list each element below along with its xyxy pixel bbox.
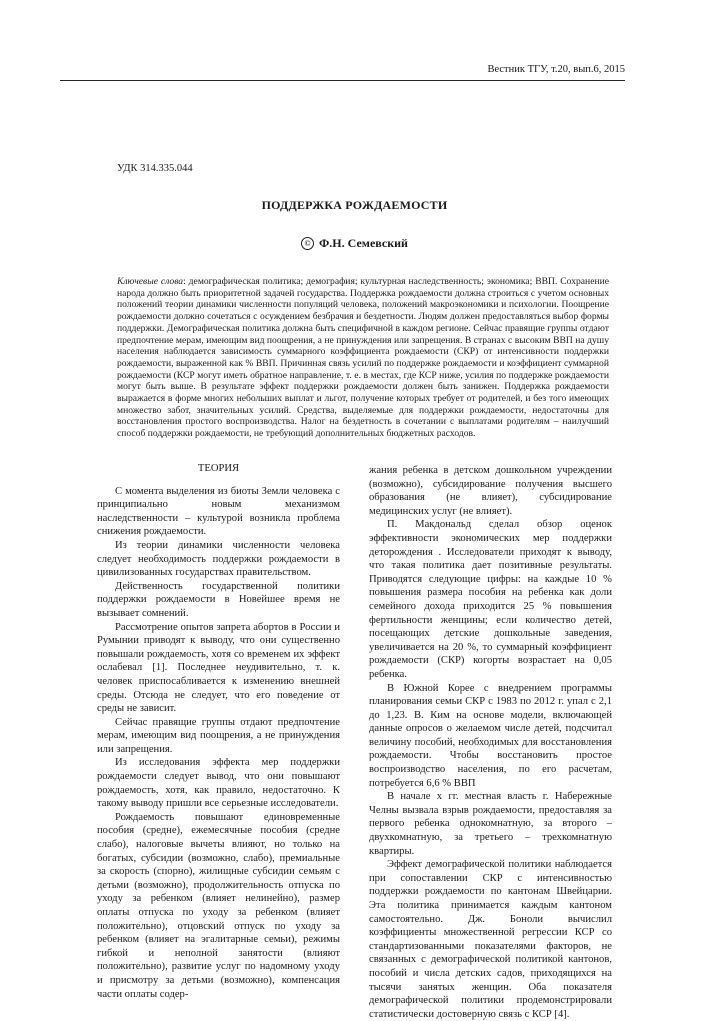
paragraph: Из теории динамики численности человека следует необходимость поддержки рождаемости в цивилизованных государствах правительством. (97, 539, 340, 579)
keywords-list: : демографическая политика; демография; культурная наследственность; экономика; ВВП. (183, 276, 558, 287)
keywords-label: Ключевые слова (117, 276, 184, 287)
paragraph: Эффект демографической политики наблюдается при сопоставлении СКР с интенсивностью поддержки рождаемости по кантонам Швейцарии. Эта политика принимается каждым кантоном самостоятельно. Дж. Боноли вычислил коэффициенты множественной регрессии КСР со стандартизованными показателями факторов, не связанных с демографической политикой кантонов, пособий и числа детских садов, приходящихся на тысячи занятых женщин. Оба показателя демографической политики продемонстрировали статистически достоверную связь с КСР [4]. (369, 859, 612, 1020)
udc-code: УДК 314.335.044 (117, 163, 193, 174)
left-column (97, 462, 340, 1001)
article-title: ПОДДЕРЖКА РОЖДАЕМОСТИ (261, 198, 448, 212)
paragraph: С момента выделения из биоты Земли человека с принципиально новым механизмом наследственности – культурой возникла проблема снижения рождаемости. (97, 485, 340, 538)
paragraph: Из исследования эффекта мер поддержки рождаемости следует вывод, что они повышают рождаемость, хотя, как правило, недостаточно. К такому выводу пришли все серьезные исследователи. (97, 757, 340, 810)
abstract-text: Сохранение народа должно быть приоритетной задачей государства. Поддержка рождаемости должна строиться с учетом основных положений теории динамики численности популяций человека, положений макроэкономики и психологии. Поощрение рождаемости должно сочетаться с осуждением безбрачия и бездетности. Людям должен предоставляться выбор формы поддержки. Демографическая политика должна быть специфичной в каждом регионе. Сейчас правящие группы отдают предпочтение мерам, имеющим вид поощрения, а не принуждения или запрещения. В странах с высоким ВВП на душу населения наблюдается зависимость суммарного коэффициента рождаемости (СКР) от интенсивности поддержки рождаемости, выраженной как % ВВП. Причинная связь усилий по поддержке рождаемости и коэффициент суммарной рождаемости (КСР могут иметь обратное направление, т. е. в местах, где КСР ниже, усилия по поддержке рождаемости могут быть выше. В результате эффект поддержки рождаемости должен быть занижен. Поддержка рождаемости выражается в форме многих небольших выплат и льгот, получение которых требует от родителей, и без того имеющих множество забот, значительных усилий. Средства, выделяемые для поддержки рождаемости, недостаточны для восстановления простого воспроизводства. Налог на бездетность в сочетании с выплатами родителям – наилучший способ поддержки рождаемости, не требующий дополнительных бюджетных расходов. (117, 276, 609, 440)
running-header (60, 62, 625, 81)
paragraph-continued: жания ребенка в детском дошкольном учреждении (возможно), субсидирование получения высшего образования (не влияет), субсидирование медицинских услуг (не влияет). (369, 465, 612, 517)
paragraph: В Южной Корее с внедрением программы планирования семьи СКР с 1983 по 2012 г. упал с 2,1 до 1,23. В. Ким на основе модели, включающей данные опросов о желаемом числе детей, подсчитал величину пособий, необходимых для восстановления рождаемости. Чтобы восстановить простое воспроизводство населения, по его расчетам, потребуется 6,6 % ВВП (369, 682, 612, 789)
paragraph: Сейчас правящие группы отдают предпочтение мерам, имеющим вид поощрения, а не принуждения или запрещения. (97, 716, 340, 755)
paragraph: П. Макдональд сделал обзор оценок эффективности экономических мер поддержки деторождения . Исследователи приходят к выводу, что такая политика дает позитивные результаты. Приводятся следующие цифры: на каждые 10 % повышения размера пособия на ребенка как доли семейного дохода приходится 25 % повышения фертильности женщины; если количество детей, посещающих детские дошкольные заведения, увеличивается на 20 %, то суммарный коэффициент рождаемости (СКР) когорты возрастает на 0,05 ребенка. (369, 519, 612, 680)
paragraph: В начале х гг. местная власть г. Набережные Челны вызвала взрыв рождаемости, предоставляя за первого ребенка однокомнатную, за второго – двухкомнатную, за третьего – трехкомнатную квартиры. (369, 791, 612, 857)
section-title: ТЕОРИЯ (197, 463, 240, 474)
paragraph: Рождаемость повышают единовременные пособия (средне), ежемесячные пособия (средне слабо), налоговые вычеты влияют, но только на богатых, субсидии (возможно, слабо), премиальные за скорость (спорно), жилищные субсидии семьям с детьми (возможно), продолжительность отпуска по уходу за ребенком (влияет нелинейно), размер оплаты отпуска по уходу за ребенком (влияет положительно), отцовский отпуск по уходу за ребенком (влияет на эгалитарные семьи), режимы гибкой и неполной занятости (влияют положительно), развитие услуг по надомному уходу и присмотру за детьми (возможно), компенсация части оплаты содер- (97, 811, 340, 1000)
author-line (0, 236, 709, 251)
abstract (117, 276, 609, 440)
journal-reference: Вестник ТГУ, т.20, вып.6, 2015 (487, 64, 625, 75)
paragraph: Рассмотрение опытов запрета абортов в России и Румынии приводят к выводу, что они существенно повышали рождаемость, хотя со временем их эффект ослабевал [1]. Последнее неудивительно, т. к. человек приспосабливается к изменению внешней среды. Отсюда не следует, что его поведение от среды не зависит. (97, 621, 340, 715)
paragraph: Действенность государственной политики поддержки рождаемости в Новейшее время не вызывает сомнений. (97, 580, 340, 619)
author-name: Ф.Н. Семевский (319, 236, 408, 250)
copyright-icon: © (301, 237, 314, 250)
right-column (369, 464, 612, 1021)
